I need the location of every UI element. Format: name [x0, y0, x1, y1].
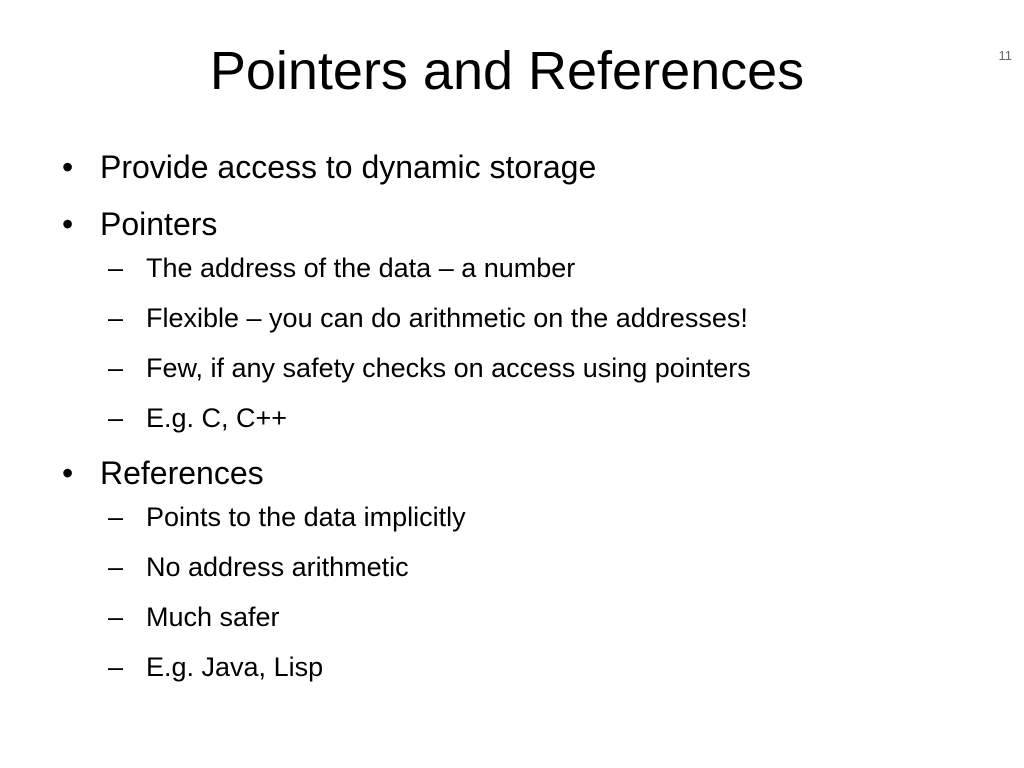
bullet-dot-icon: •	[62, 206, 74, 242]
bullet-item	[56, 148, 986, 186]
sub-bullet-item	[100, 351, 986, 385]
sub-bullet-text: Much safer	[146, 602, 280, 632]
dash-icon: –	[108, 552, 124, 582]
sub-bullet-item	[100, 550, 986, 584]
bullet-text: References	[100, 455, 264, 491]
dash-icon: –	[108, 303, 124, 333]
sub-bullet-text: The address of the data – a number	[146, 253, 576, 283]
sub-bullet-text: E.g. C, C++	[146, 403, 288, 433]
sub-bullet-text: Points to the data implicitly	[146, 502, 466, 532]
sub-bullet-item	[100, 600, 986, 634]
bullet-item	[56, 454, 986, 684]
bullet-text: Provide access to dynamic storage	[100, 149, 597, 185]
dash-icon: –	[108, 403, 124, 433]
dash-icon: –	[108, 602, 124, 632]
sub-bullet-text: Few, if any safety checks on access using pointers	[146, 353, 751, 383]
bullet-item	[56, 205, 986, 435]
slide-title: Pointers and References	[209, 41, 805, 101]
dash-icon: –	[108, 353, 124, 383]
sub-bullet-text: Flexible – you can do arithmetic on the addresses!	[146, 303, 748, 333]
sub-bullet-list	[100, 500, 986, 684]
bullet-dot-icon: •	[62, 149, 74, 185]
dash-icon: –	[108, 652, 124, 682]
sub-bullet-item	[100, 650, 986, 684]
bullet-dot-icon: •	[62, 455, 74, 491]
sub-bullet-item	[100, 301, 986, 335]
slide-number: 11	[998, 48, 1012, 63]
sub-bullet-text: No address arithmetic	[146, 552, 409, 582]
dash-icon: –	[108, 253, 124, 283]
sub-bullet-item	[100, 401, 986, 435]
bullet-list	[56, 140, 986, 684]
dash-icon: –	[108, 502, 124, 532]
sub-bullet-list	[100, 251, 986, 435]
sub-bullet-text: E.g. Java, Lisp	[146, 652, 324, 682]
bullet-text: Pointers	[100, 206, 218, 242]
sub-bullet-item	[100, 251, 986, 285]
sub-bullet-item	[100, 500, 986, 534]
